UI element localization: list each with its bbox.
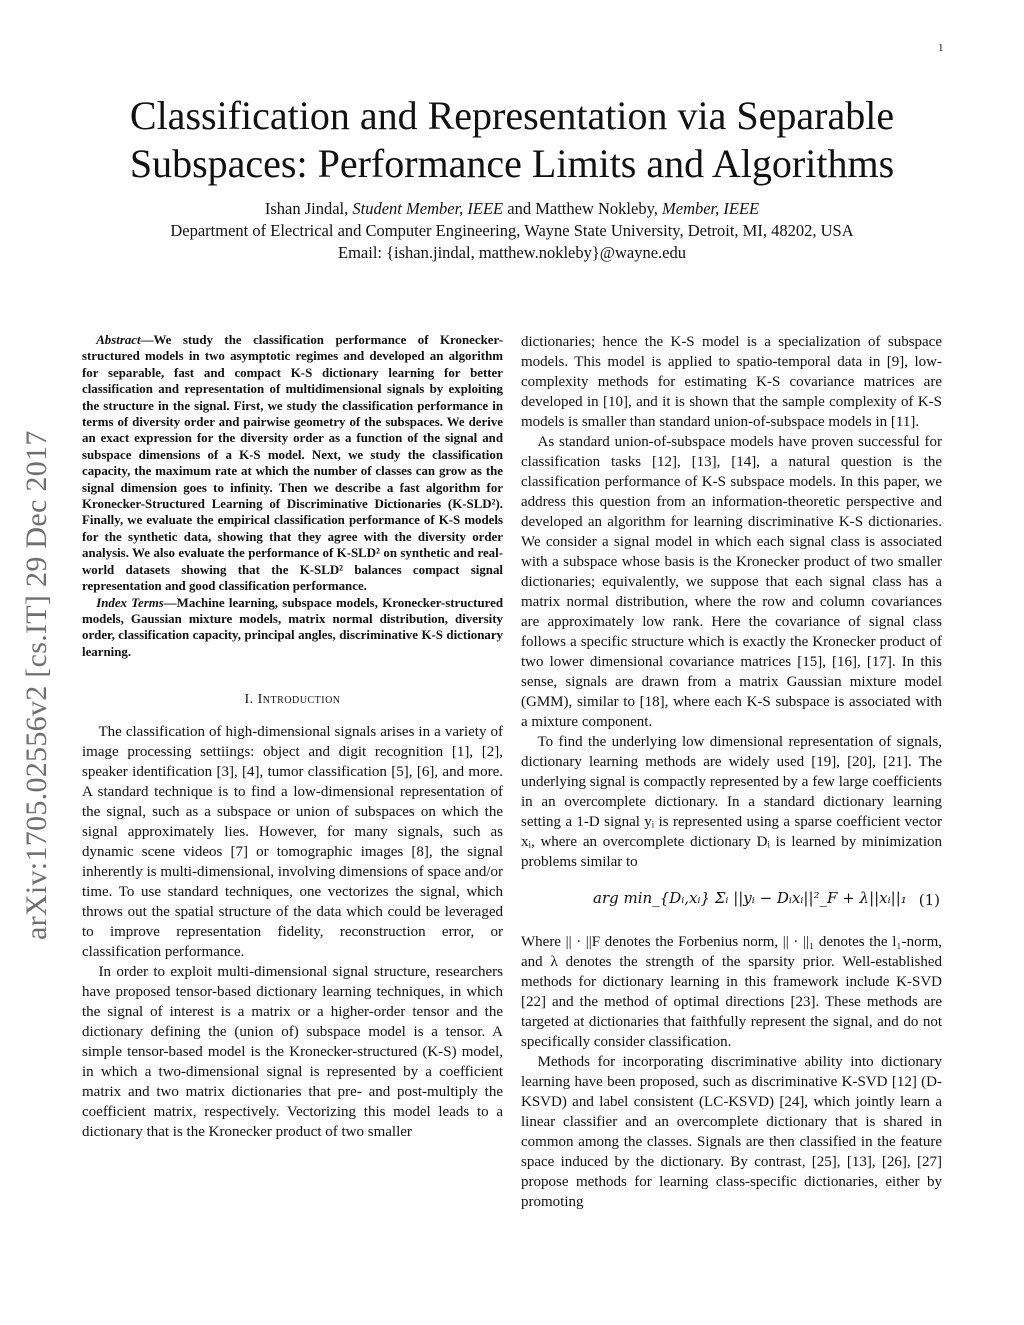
page-number: 1 bbox=[938, 42, 944, 54]
author-1-name: Ishan Jindal, bbox=[264, 199, 349, 218]
index-terms-lead: Index Terms bbox=[96, 595, 164, 610]
paragraph: Where || · ||F denotes the Forbenius norm, || · ||₁ denotes the l₁-norm, and λ denotes the strength of the sparsity prior. Well-established methods for dictionary learning in this framework include K-SVD [22] and the method of optimal directions [23]. These methods are targeted at dictionaries that faithfully represent the signal, and do not specifically consider classification. bbox=[521, 934, 942, 1050]
abstract bbox=[82, 332, 503, 595]
arxiv-stamp: arXiv:1705.02556v2 [cs.IT] 29 Dec 2017 bbox=[20, 430, 53, 940]
paragraph: As standard union-of-subspace models have proven successful for classification tasks [12], [13], [14], a natural question is the classification performance of K-S subspace models. In this paper, we address this question from an information-theoretic perspective and developed an algorithm for learning discriminative K-S dictionaries. We consider a signal model in which each signal class is associated with a subspace whose basis is the Kronecker product of two smaller dictionaries; equivalently, we suppose that each signal class has a matrix normal distribution, where the row and column covariances are approximately low rank. Here the covariance of signal class follows a specific structure which is exactly the Kronecker product of two lower dimensional covariance matrices [15], [16], [17]. In this sense, signals are drawn from a matrix Gaussian mixture model (GMM), similar to [18], where each K-S subspace is associated with a mixture component. bbox=[521, 434, 942, 730]
left-column bbox=[82, 332, 503, 1142]
index-terms bbox=[82, 595, 503, 661]
paragraph: The classification of high-dimensional signals arises in a variety of image processing settiings: object and digit recognition [1], [2], speaker identification [3], [4], tumor classification [5], [6], and more. A standard technique is to find a low-dimensional representation of the signal, such as a subspace or union of subspaces on which the signal approximately lies. However, for many signals, such as dynamic scene videos [7] or tomographic images [8], the signal inherently is multi-dimensional, involving dimensions of space and/or time. To use standard techniques, one vectorizes the signal, which throws out the spatial structure of the data which could be leveraged to improve representation fidelity, reconstruction error, or classification performance. bbox=[82, 724, 503, 961]
paper-title: Classification and Representation via Separable Subspaces: Performance Limits and Algorithms bbox=[129, 93, 895, 186]
abstract-lead: Abstract bbox=[96, 333, 141, 347]
abstract-dash: — bbox=[140, 333, 154, 347]
abstract-text: We study the classification performance of Kronecker-structured models in two asymptotic regimes and developed an algorithm for separable, fast and compact K-S dictionary learning for better classification and representation of multidimensional signals by exploiting the structure in the signal. First, we study the classification performance in terms of diversity order and pairwise geometry of the subspaces. We derive an exact expression for the diversity order as a function of the signal and subspace dimensions of a K-S model. Next, we study the classification capacity, the maximum rate at which the number of classes can grow as the signal dimension goes to infinity. Then we describe a fast algorithm for Kronecker-Structured Learning of Discriminative Dictionaries (K-SLD²). Finally, we evaluate the empirical classification performance of K-S models for the synthetic data, showing that they agree with the diversity order analysis. We also evaluate the performance of K-SLD² on synthetic and real-world datasets showing that the K-SLD² balances compact signal representation and good classification performance. bbox=[82, 333, 503, 594]
right-column bbox=[521, 332, 942, 1212]
equation-body: arg min_{Dᵢ,xᵢ} Σᵢ ||yᵢ − Dᵢxᵢ||²_F + λ||xᵢ||₁ bbox=[593, 889, 907, 907]
author-2-name: Matthew Nokleby, bbox=[535, 199, 658, 218]
equation-number: (1) bbox=[918, 891, 940, 909]
paragraph: Methods for incorporating discriminative ability into dictionary learning have been proposed, such as discriminative K-SVD [12] (D-KSVD) and label consistent (LC-KSVD) [24], which jointly learn a linear classifier and an overcomplete dictionary that is shared in common among the classes. Signals are then classified in the feature space induced by the dictionary. By contrast, [25], [13], [26], [27] propose methods for learning class-specific dictionaries, either by promoting bbox=[521, 1054, 942, 1210]
paragraph: To find the underlying low dimensional representation of signals, dictionary learning methods are widely used [19], [20], [21]. The underlying signal is compactly represented by a few large coefficients in an overcomplete dictionary. In a standard dictionary learning setting a 1-D signal yᵢ is represented using a sparse coefficient vector xᵢ, where an overcomplete dictionary Dᵢ is learned by minimization problems similar to bbox=[521, 734, 942, 870]
section-numeral: I. bbox=[244, 692, 254, 708]
affiliation: Department of Electrical and Computer Engineering, Wayne State University, Detroit, MI, 48202, USA bbox=[170, 221, 854, 240]
author-conjunction: and bbox=[507, 199, 532, 218]
author-line bbox=[80, 198, 944, 220]
section-heading-introduction bbox=[82, 690, 503, 710]
author-1-role: Student Member, IEEE bbox=[352, 199, 504, 218]
index-terms-dash: — bbox=[163, 595, 177, 610]
email: Email: {ishan.jindal, matthew.nokleby}@wayne.edu bbox=[338, 243, 686, 262]
author-block bbox=[80, 198, 944, 264]
paragraph: In order to exploit multi-dimensional signal structure, researchers have proposed tensor-based dictionary learning techniques, in which the signal of interest is a matrix or a higher-order tensor and the dictionary defining the (union of) subspace model is a tensor. A simple tensor-based model is the Kronecker-structured (K-S) model, in which a two-dimensional signal is represented by a coefficient matrix and two matrix dictionaries that pre- and post-multiply the coefficient matrix, respectively. Vectorizing this model leads to a dictionary that is the Kronecker product of two smaller bbox=[82, 964, 503, 1141]
section-title: Introduction bbox=[257, 692, 341, 708]
index-terms-text: Machine learning, subspace models, Kronecker-structured models, Gaussian mixture models, matrix normal distribution, diversity order, classification capacity, principal angles, discriminative K-S dictionary learning. bbox=[82, 595, 503, 659]
paragraph: dictionaries; hence the K-S model is a specialization of subspace models. This model is applied to spatio-temporal data in [9], low-complexity methods for estimating K-S covariance matrices are developed in [10], and it is shown that the sample complexity of K-S models is smaller than standard union-of-subspace models in [11]. bbox=[521, 334, 942, 430]
equation-1 bbox=[521, 882, 942, 924]
author-2-role: Member, IEEE bbox=[662, 199, 760, 218]
